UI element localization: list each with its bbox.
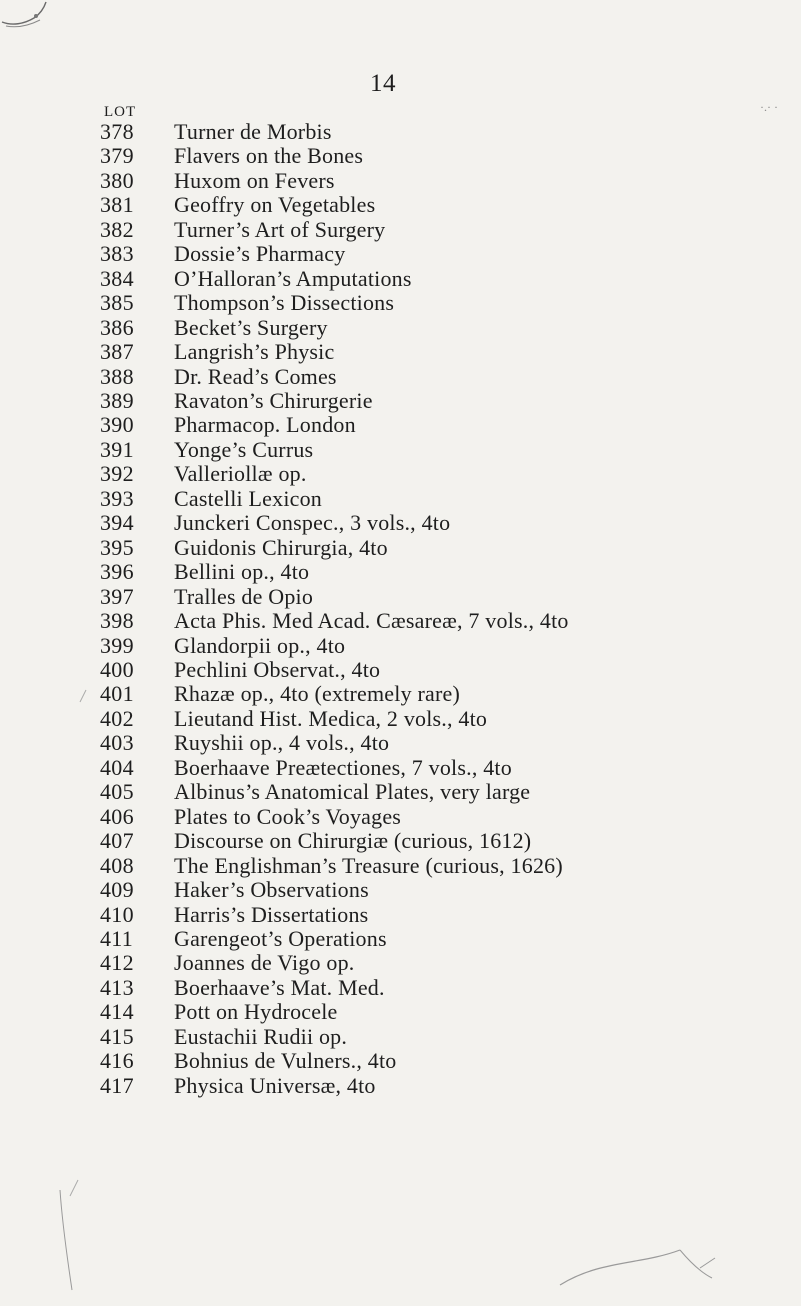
lot-number: 380 [100, 167, 134, 193]
lot-number: 386 [100, 314, 134, 340]
lot-title: Huxom on Fevers [174, 167, 335, 193]
lot-number: 399 [100, 632, 134, 658]
lot-title: Geoffry on Vegetables [174, 192, 376, 218]
lot-title: Ruyshii op., 4 vols., 4to [174, 730, 390, 756]
stray-ink-mark-icon: ·.· · [760, 100, 778, 114]
lot-title: Bohnius de Vulners., 4to [174, 1048, 397, 1074]
lot-title: Joannes de Vigo op. [174, 950, 355, 976]
lot-number: 402 [100, 705, 134, 731]
lot-title: Discourse on Chirurgiæ (curious, 1612) [174, 828, 532, 854]
lot-title: Valleriollæ op. [174, 461, 307, 487]
lot-number: 393 [100, 485, 134, 511]
lot-title: Flavers on the Bones [174, 143, 364, 169]
lot-title: Thompson’s Dissections [174, 290, 395, 316]
lot-title: Turner de Morbis [174, 119, 332, 144]
lot-number: 404 [100, 754, 134, 780]
lot-title: Garengeot’s Operations [174, 925, 387, 951]
lot-number: 381 [100, 192, 134, 218]
lot-title: Castelli Lexicon [174, 485, 322, 511]
lot-number: 417 [100, 1072, 134, 1098]
lot-number: 398 [100, 608, 134, 634]
lot-number: 388 [100, 363, 134, 389]
lot-number: 415 [100, 1023, 134, 1049]
lot-title: Eustachii Rudii op. [174, 1023, 348, 1049]
lot-number: 408 [100, 852, 134, 878]
lot-number: 409 [100, 877, 134, 903]
lot-number: 392 [100, 461, 134, 487]
lot-number: 400 [100, 656, 134, 682]
lot-title: Langrish’s Physic [174, 339, 335, 365]
lot-number: 413 [100, 974, 134, 1000]
lot-number: 378 [100, 119, 134, 144]
lot-number: 387 [100, 339, 134, 365]
lot-number: 403 [100, 730, 134, 756]
lot-title: Tralles de Opio [174, 583, 314, 609]
lot-number: 406 [100, 803, 134, 829]
lot-title: Pharmacop. London [174, 412, 356, 438]
lot-number: 411 [100, 925, 134, 951]
lot-number: 382 [100, 216, 134, 242]
lot-title: Glandorpii op., 4to [174, 632, 346, 658]
lot-title: Harris’s Dissertations [174, 901, 369, 927]
lot-title: Rhazæ op., 4to (extremely rare) [174, 681, 460, 707]
lot-title: Guidonis Chirurgia, 4to [174, 534, 388, 560]
lot-column-heading: LOT [104, 104, 137, 120]
lot-title: Ravaton’s Chirurgerie [174, 387, 373, 413]
lot-number: 391 [100, 436, 134, 462]
lot-title: Physica Universæ, 4to [174, 1072, 376, 1098]
lot-number: 385 [100, 290, 134, 316]
lot-title: Pechlini Observat., 4to [174, 656, 381, 682]
lot-number: 395 [100, 534, 134, 560]
lot-number: 397 [100, 583, 134, 609]
lot-title: Dr. Read’s Comes [174, 363, 337, 389]
lot-title: Boerhaave Preætectiones, 7 vols., 4to [174, 754, 512, 780]
lot-title: O’Halloran’s Amputations [174, 265, 412, 291]
lot-number: 389 [100, 387, 134, 413]
lot-title: Lieutand Hist. Medica, 2 vols., 4to [174, 705, 488, 731]
lot-number: 410 [100, 901, 134, 927]
lot-title: Boerhaave’s Mat. Med. [174, 974, 385, 1000]
lot-title: Turner’s Art of Surgery [174, 216, 386, 242]
lot-title: Becket’s Surgery [174, 314, 328, 340]
lot-title: Acta Phis. Med Acad. Cæsareæ, 7 vols., 4to [174, 608, 569, 634]
lot-number: 414 [100, 999, 134, 1025]
lot-title: Bellini op., 4to [174, 559, 310, 585]
page-number: 14 [370, 70, 396, 97]
lot-number: 394 [100, 510, 134, 536]
lot-title: Yonge’s Currus [174, 436, 314, 462]
lot-title: The Englishman’s Treasure (curious, 1626) [174, 852, 563, 878]
lot-number: 416 [100, 1048, 134, 1074]
lot-number: 379 [100, 143, 134, 169]
lot-number: 405 [100, 779, 134, 805]
lot-number: 384 [100, 265, 134, 291]
lot-title: Haker’s Observations [174, 877, 369, 903]
lot-number: 412 [100, 950, 134, 976]
lot-title: Plates to Cook’s Voyages [174, 803, 402, 829]
lot-number: 407 [100, 828, 134, 854]
lot-title: Junckeri Conspec., 3 vols., 4to [174, 510, 451, 536]
lot-title: Dossie’s Pharmacy [174, 241, 346, 267]
lot-title: Albinus’s Anatomical Plates, very large [174, 779, 531, 805]
lot-number: 383 [100, 241, 134, 267]
lot-number: 390 [100, 412, 134, 438]
lot-number: 396 [100, 559, 134, 585]
lot-number: 401 [100, 681, 134, 707]
lot-title: Pott on Hydrocele [174, 999, 338, 1025]
